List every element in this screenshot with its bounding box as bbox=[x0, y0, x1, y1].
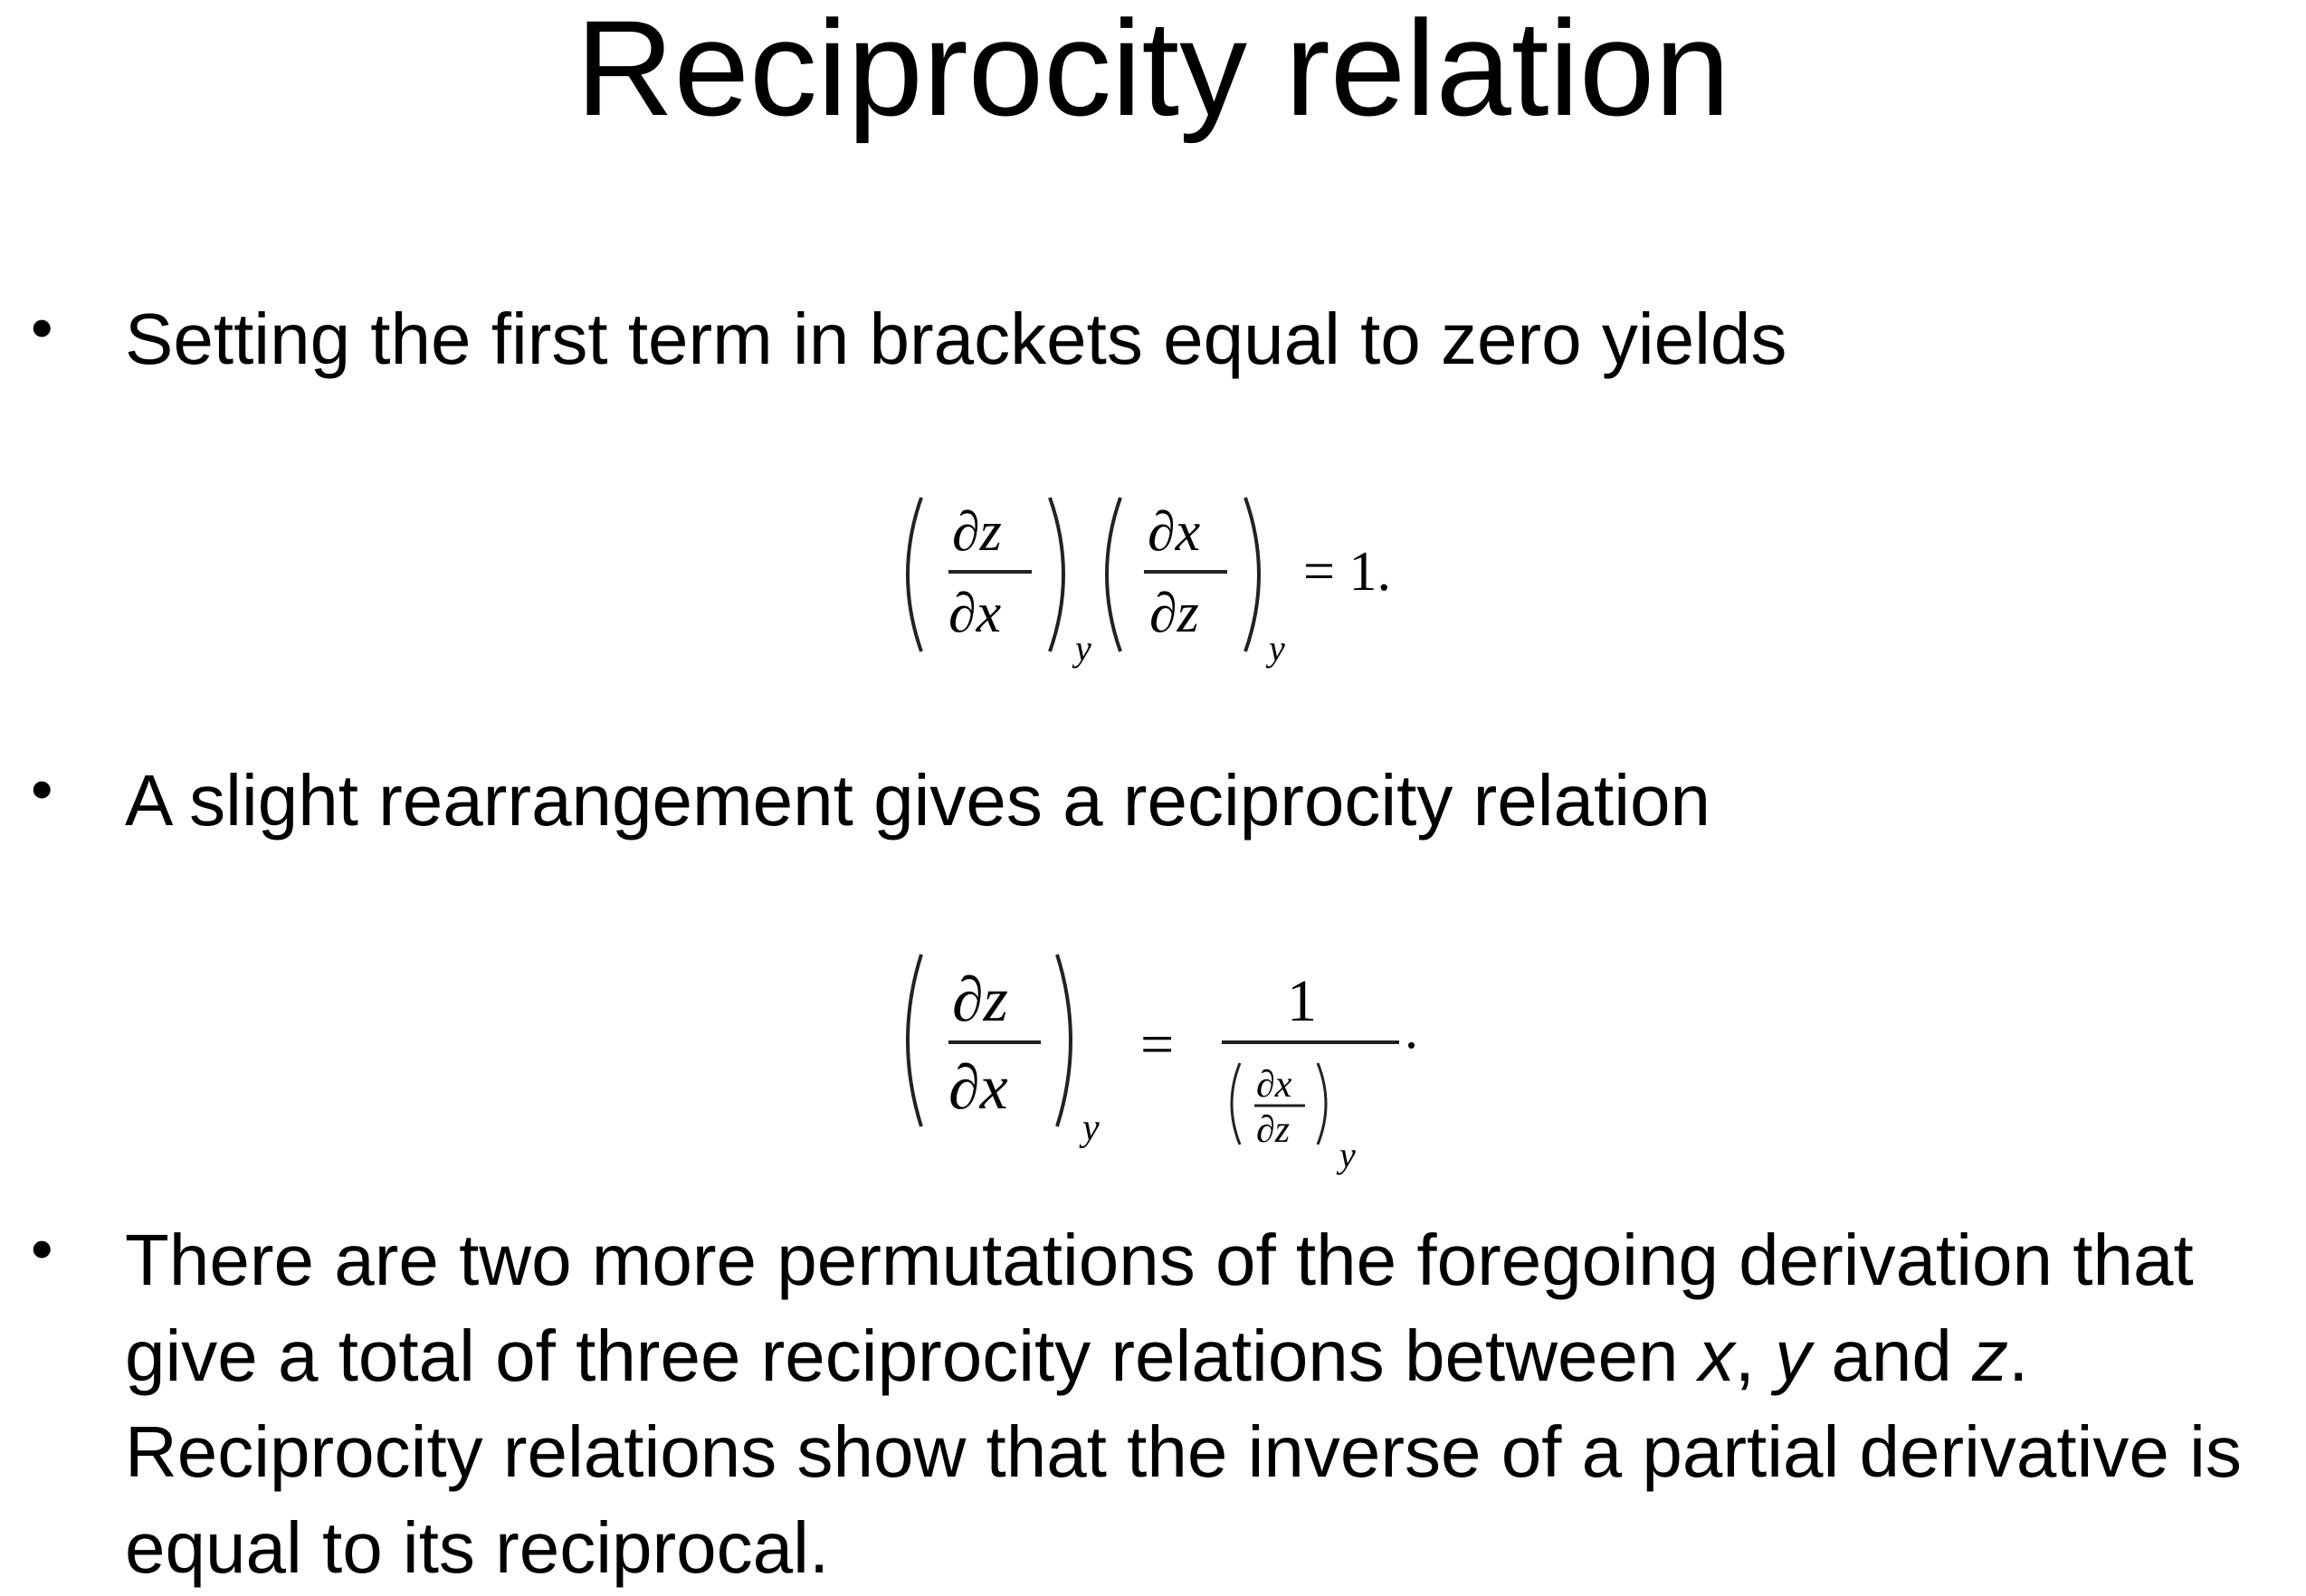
equals-sign: = bbox=[1140, 1012, 1175, 1078]
right-paren bbox=[1050, 498, 1063, 651]
subscript: y bbox=[1269, 628, 1285, 669]
equation-rhs: = 1. bbox=[1303, 541, 1391, 603]
bullet-dot: • bbox=[31, 1213, 53, 1284]
slide-title: Reciprocity relation bbox=[576, 0, 1730, 144]
left-paren bbox=[908, 498, 921, 651]
subscript: y bbox=[1082, 1107, 1100, 1149]
bullet-text: Setting the first term in brackets equal to zero yields bbox=[125, 299, 1787, 379]
fraction-numerator: ∂z bbox=[952, 501, 1002, 563]
subscript: y bbox=[1339, 1135, 1356, 1175]
period: . bbox=[1405, 1000, 1418, 1059]
variable-y: y bbox=[1775, 1316, 1812, 1396]
variable-x: x bbox=[1698, 1316, 1735, 1396]
bullet-text bbox=[125, 1212, 2279, 1596]
right-paren bbox=[1245, 498, 1259, 651]
left-paren bbox=[908, 955, 921, 1126]
subscript: y bbox=[1075, 628, 1091, 669]
bullet-dot: • bbox=[31, 754, 53, 824]
bullet-dot: • bbox=[31, 292, 53, 363]
text-span: , bbox=[1734, 1316, 1776, 1396]
bullet-text: A slight rearrangement gives a reciprocity relation bbox=[125, 760, 1710, 841]
text-span: There are two more permutations of the foregoing derivation that give a total of three reciprocity relations between bbox=[125, 1220, 2194, 1396]
left-paren bbox=[1107, 498, 1120, 651]
fraction-numerator: ∂z bbox=[952, 965, 1008, 1035]
text-span: and bbox=[1811, 1316, 1973, 1396]
equation-reciprocity bbox=[896, 941, 1475, 1185]
text-span: . Reciprocity relations show that the inverse of a partial derivative is equal to its reciprocal. bbox=[125, 1316, 2242, 1588]
right-paren bbox=[1057, 955, 1071, 1126]
fraction-numerator: ∂x bbox=[1148, 501, 1201, 563]
equation-product bbox=[896, 489, 1475, 688]
left-paren bbox=[1232, 1063, 1240, 1145]
inner-numerator: ∂x bbox=[1256, 1064, 1292, 1106]
fraction-denominator: ∂x bbox=[948, 1053, 1008, 1123]
variable-z: z bbox=[1972, 1316, 2009, 1396]
right-paren bbox=[1318, 1063, 1326, 1145]
fraction-numerator: 1 bbox=[1287, 968, 1317, 1034]
fraction-denominator: ∂z bbox=[1149, 583, 1199, 644]
inner-denominator: ∂z bbox=[1256, 1109, 1291, 1151]
fraction-denominator: ∂x bbox=[948, 583, 1002, 644]
